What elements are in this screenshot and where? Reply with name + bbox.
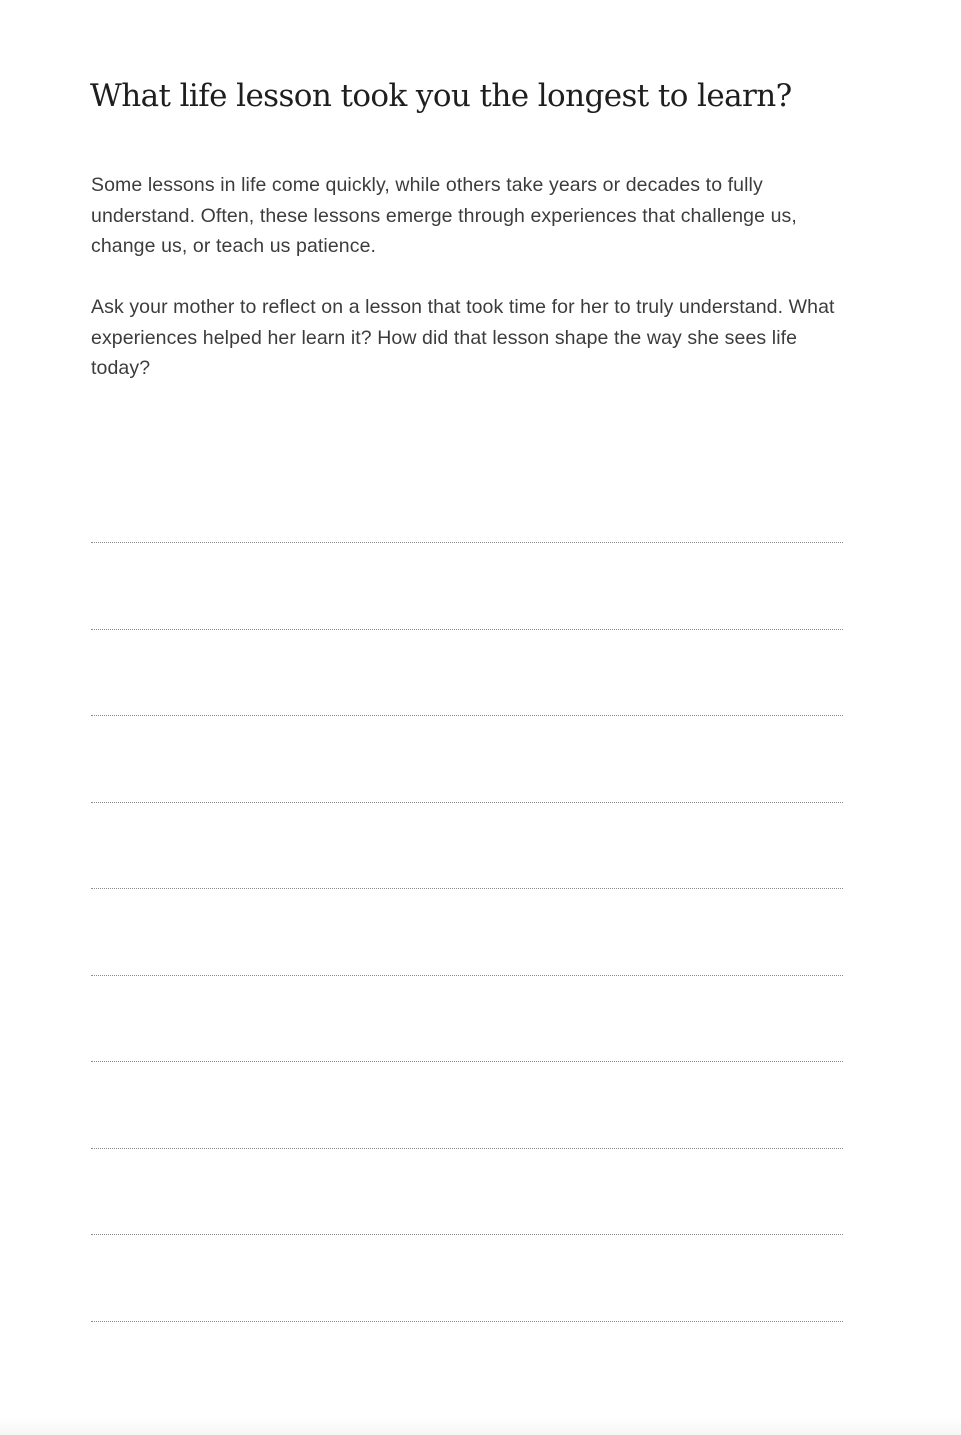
writing-line xyxy=(91,629,843,630)
writing-line xyxy=(91,542,843,543)
writing-line xyxy=(91,1148,843,1149)
writing-lines xyxy=(91,542,843,1407)
writing-line xyxy=(91,802,843,803)
writing-line xyxy=(91,1234,843,1235)
page-bottom-edge xyxy=(0,1417,961,1435)
writing-line xyxy=(91,975,843,976)
writing-line xyxy=(91,715,843,716)
intro-paragraph: Some lessons in life come quickly, while others take years or decades to fully understand. Often, these lessons emerge through experiences that challenge us, change us, or teach us patience. xyxy=(91,174,797,258)
writing-line xyxy=(91,1321,843,1322)
instruction-paragraph: Ask your mother to reflect on a lesson that took time for her to truly understand. What experiences helped her learn it? How did that lesson shape the way she sees life today? xyxy=(91,296,835,380)
page-title: What life lesson took you the longest to learn? xyxy=(90,78,792,114)
writing-line xyxy=(91,1061,843,1062)
writing-line xyxy=(91,888,843,889)
